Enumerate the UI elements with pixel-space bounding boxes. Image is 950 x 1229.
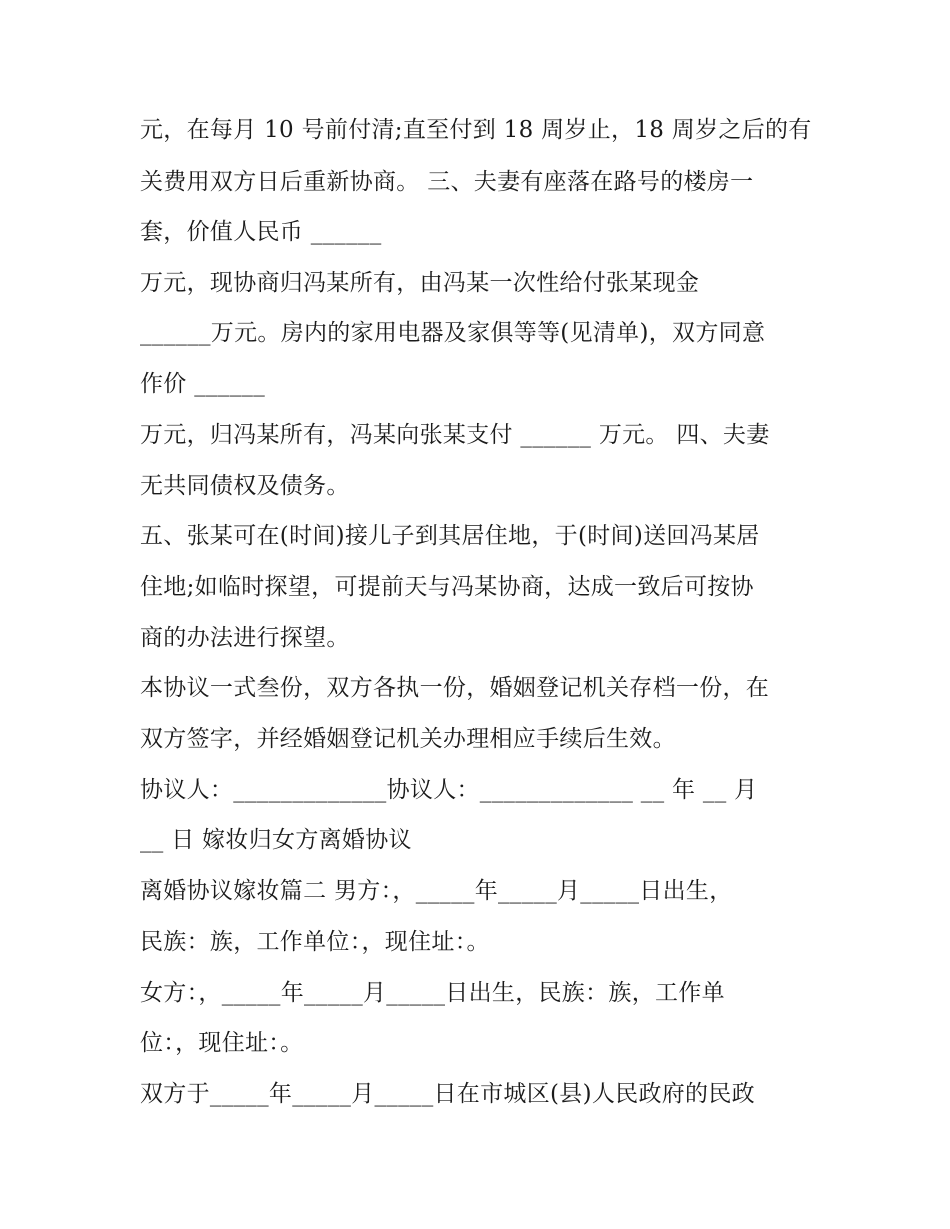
text-line: 套，价值人民币 ______ (140, 219, 382, 245)
text-line: 双方签字，并经婚姻登记机关办理相应手续后生效。 (140, 726, 676, 752)
text-line: 商的办法进行探望。 (140, 625, 350, 651)
text-line: 离婚协议嫁妆篇二 男方：，_____年_____月_____日出生， (140, 878, 733, 904)
text-line: 关费用双方日后重新协商。 三、夫妻有座落在路号的楼房一 (140, 169, 754, 195)
text-line: 协议人：_____________协议人：_____________ __ 年 __ 月 (140, 777, 758, 803)
text-line: 万元，归冯某所有，冯某向张某支付 ______ 万元。 四、夫妻 (140, 422, 770, 448)
text-line: 住地;如临时探望，可提前天与冯某协商，达成一致后可按协 (140, 574, 754, 600)
text-line: 本协议一式叁份，双方各执一份，婚姻登记机关存档一份，在 (140, 675, 770, 701)
text-line: 五、张某可在(时间)接儿子到其居住地，于(时间)送回冯某居 (140, 523, 760, 549)
text-line: 元，在每月 10 号前付清;直至付到 18 周岁止，18 周岁之后的有 (140, 117, 812, 143)
text-line: 双方于_____年_____月_____日在市城区(县)人民政府的民政 (140, 1081, 755, 1107)
text-line: ______万元。房内的家用电器及家俱等等(见清单)，双方同意 (140, 320, 766, 346)
text-line: 位：，现住址：。 (140, 1030, 304, 1056)
text-line: 万元，现协商归冯某所有，由冯某一次性给付张某现金 (140, 270, 700, 296)
text-line: 无共同债权及债务。 (140, 473, 350, 499)
text-line: 作价 ______ (140, 371, 266, 397)
text-line: __ 日 嫁妆归女方离婚协议 (140, 827, 412, 853)
text-line: 女方：，_____年_____月_____日出生，民族：族，工作单 (140, 980, 725, 1006)
text-line: 民族：族，工作单位：，现住址：。 (140, 929, 490, 955)
